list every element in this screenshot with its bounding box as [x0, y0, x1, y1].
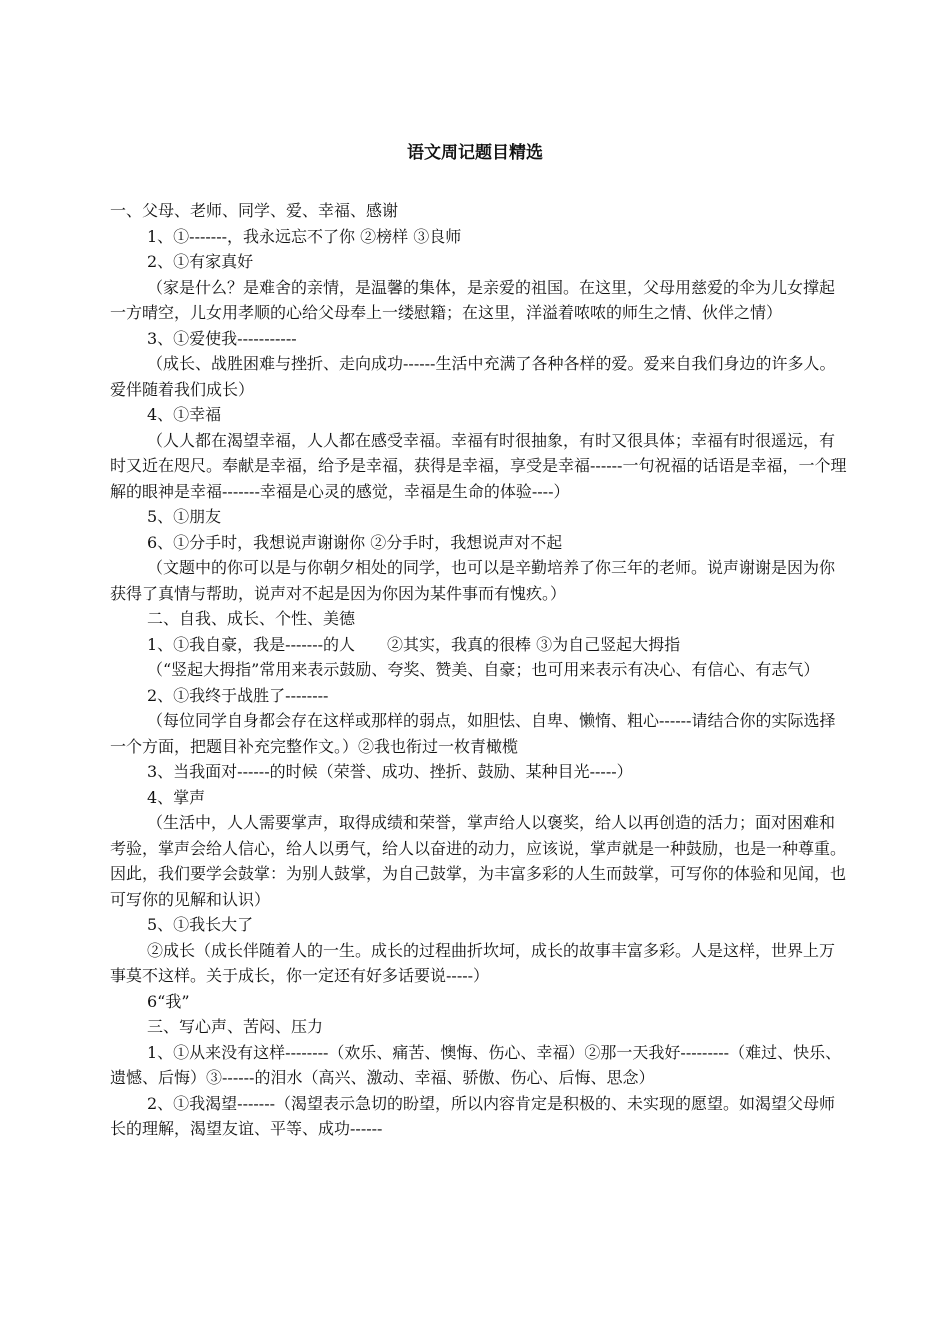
topic-line: 2、①有家真好 — [147, 252, 254, 271]
topic-line: 1、①-------，我永远忘不了你 ②榜样 ③良师 — [147, 226, 462, 246]
topic-line: 6“我” — [147, 991, 190, 1011]
topic-note: （人人都在渴望幸福，人人都在感受幸福。幸福有时很抽象，有时又很具体；幸福有时很遥远，有时又近在咫尺。奉献是幸福，给予是幸福，获得是幸福，享受是幸福------一句祝福的话语是幸福，一个理解的眼神是幸福-------幸福是心灵的感觉，幸福是生命的体验----） — [110, 430, 847, 501]
topic-line: 5、①我长大了 — [147, 915, 254, 934]
topic-note: （“竖起大拇指”常用来表示鼓励、夸奖、赞美、自豪；也可用来表示有决心、有信心、有志气） — [147, 660, 820, 679]
topic-note: 2、①我渴望-------（渴望表示急切的盼望，所以内容肯定是积极的、未实现的愿望。如渴望父母师长的理解，渴望友谊、平等、成功------ — [110, 1093, 836, 1138]
topic-note: （生活中，人人需要掌声，取得成绩和荣誉，掌声给人以褒奖，给人以再创造的活力；面对困难和考验，掌声会给人信心，给人以勇气，给人以奋进的动力，应该说，掌声就是一种鼓励，也是一种尊重。因此，我们要学会鼓掌：为别人鼓掌，为自己鼓掌，为丰富多彩的人生而鼓掌，可写你的体验和见闻，也可写你的见解和认识） — [110, 813, 847, 909]
section-heading: 一、父母、老师、同学、爱、幸福、感谢 — [110, 201, 399, 220]
section-heading: 二、自我、成长、个性、美德 — [147, 609, 356, 628]
topic-line: 4、①幸福 — [147, 405, 222, 424]
document-body — [110, 198, 848, 1142]
topic-line: 3、①爱使我----------- — [147, 328, 297, 348]
topic-line: 6、①分手时，我想说声谢谢你 ②分手时，我想说声对不起 — [147, 532, 563, 552]
topic-note: （每位同学自身都会存在这样或那样的弱点，如胆怯、自卑、懒惰、粗心------请结合你的实际选择一个方面，把题目补充完整作文。）②我也衔过一枚青橄榄 — [110, 711, 836, 756]
topic-note: （成长、战胜困难与挫折、走向成功------生活中充满了各种各样的爱。爱来自我们身边的许多人。爱伴随着我们成长） — [110, 354, 836, 399]
topic-line: 3、当我面对------的时候（荣誉、成功、挫折、鼓励、某种目光-----） — [147, 762, 633, 781]
topic-line: 4、掌声 — [147, 787, 206, 807]
topic-note: ②成长（成长伴随着人的一生。成长的过程曲折坎坷，成长的故事丰富多彩。人是这样，世界上万事莫不这样。关于成长，你一定还有好多话要说-----） — [110, 940, 836, 985]
topic-line: 2、①我终于战胜了-------- — [147, 685, 329, 705]
topic-note: 1、①从来没有这样--------（欢乐、痛苦、懊悔、伤心、幸福）②那一天我好---------（难过、快乐、遗憾、后悔）③------的泪水（高兴、激动、幸福、骄傲、伤心、后悔、思念） — [110, 1042, 842, 1087]
topic-line: 1、①我自豪，我是-------的人 ②其实，我真的很棒 ③为自己竖起大拇指 — [147, 634, 681, 654]
topic-line: 5、①朋友 — [147, 507, 222, 526]
topic-note: （文题中的你可以是与你朝夕相处的同学，也可以是辛勤培养了你三年的老师。说声谢谢是因为你获得了真情与帮助，说声对不起是因为你因为某件事而有愧疚。） — [110, 558, 836, 603]
document-title: 语文周记题目精选 — [407, 143, 543, 163]
section-heading: 三、写心声、苦闷、压力 — [147, 1017, 324, 1036]
topic-note: （家是什么？是难舍的亲情，是温馨的集体，是亲爱的祖国。在这里，父母用慈爱的伞为儿女撑起一方晴空，儿女用孝顺的心给父母奉上一缕慰籍；在这里，洋溢着哝哝的师生之情、伙伴之情） — [110, 277, 836, 322]
